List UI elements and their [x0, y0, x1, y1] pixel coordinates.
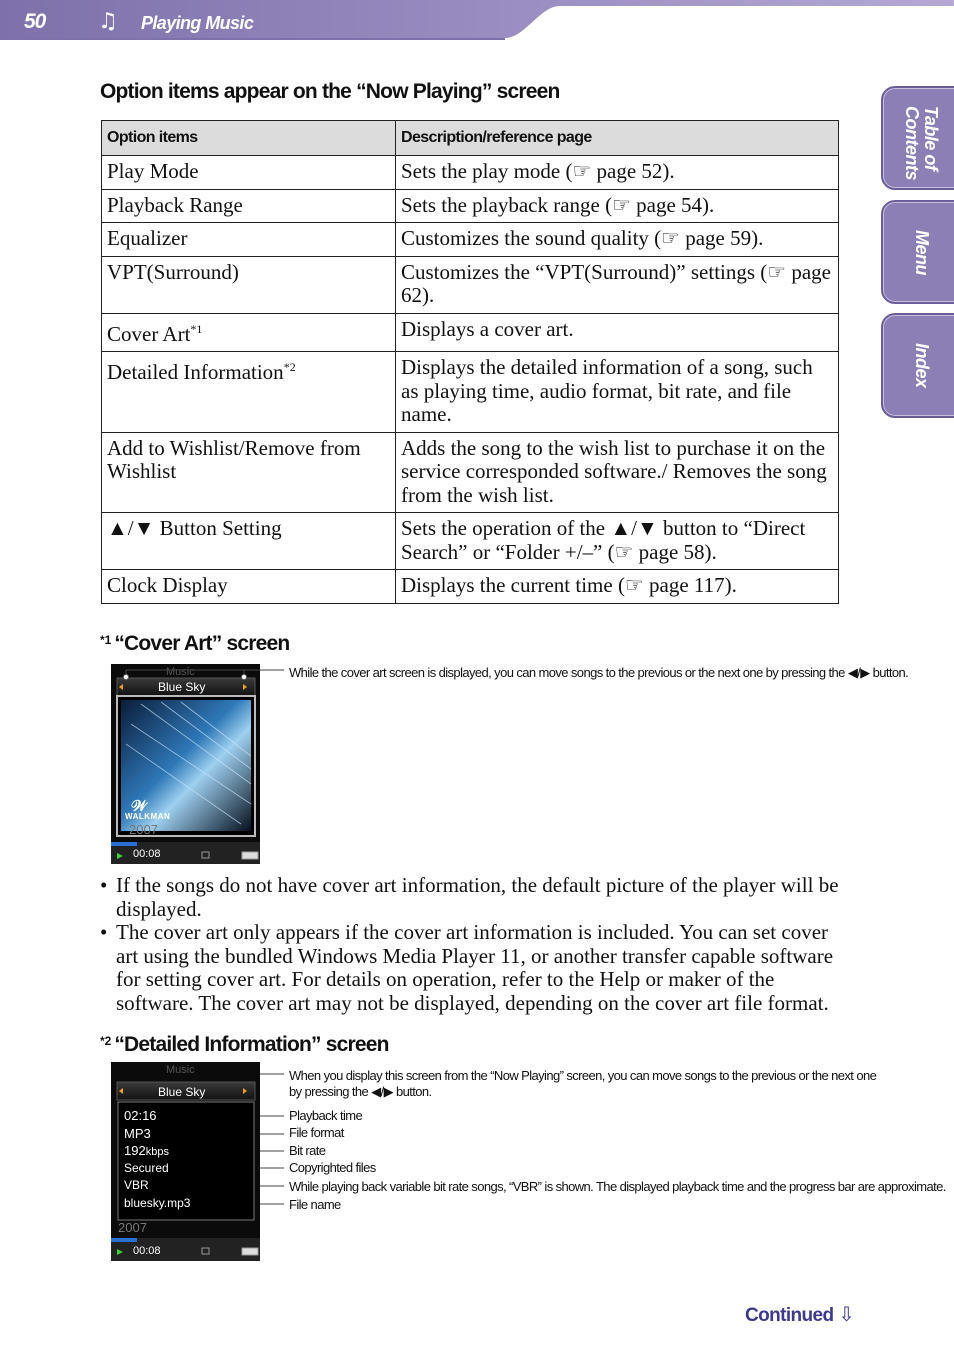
continued-link[interactable]	[745, 1302, 854, 1327]
page-number: 50	[24, 10, 46, 33]
bitrate-unit: kbps	[145, 1146, 169, 1158]
bit-rate-callout: Bit rate	[289, 1143, 326, 1158]
column-header: Option items	[102, 121, 396, 156]
continued-label: Continued	[745, 1305, 834, 1326]
option-description-cell: Displays the detailed information of a song, such as playing time, audio format, bit rate, and file name.	[396, 352, 839, 433]
screen-secured: Secured	[124, 1161, 169, 1175]
screen-filename: bluesky.mp3	[124, 1196, 191, 1210]
footnote-marker: *1	[100, 633, 112, 647]
footnote-marker: *2	[283, 360, 296, 374]
down-arrow-icon: ⇩	[838, 1302, 855, 1326]
option-item-label: ▲/▼ Button Setting	[107, 516, 282, 540]
option-description-cell: Customizes the “VPT(Surround)” settings (☞ page 62).	[396, 256, 839, 313]
section-title: Playing Music	[141, 13, 254, 33]
screen-format: MP3	[124, 1126, 151, 1141]
heading-text: “Detailed Information” screen	[114, 1033, 389, 1056]
option-item-label: Equalizer	[107, 226, 188, 250]
nav-callout-line1: When you display this screen from the “Now Playing” screen, you can move songs to the previous or the next one	[289, 1068, 877, 1083]
walkman-logo-text: WALKMAN	[125, 812, 171, 821]
column-header: Description/reference page	[396, 121, 839, 156]
tab-label: Menu	[912, 230, 932, 275]
main-heading: Option items appear on the “Now Playing” screen	[100, 80, 560, 103]
nav-callout-line2: by pressing the ◀/▶ button.	[289, 1084, 432, 1099]
screen-category: Music	[166, 666, 195, 678]
heading-text: “Cover Art” screen	[114, 632, 290, 655]
screen-elapsed-time: 00:08	[133, 1245, 161, 1257]
notes-list	[100, 874, 840, 1015]
file-name-callout: File name	[289, 1197, 341, 1212]
tab-label: Index	[912, 343, 932, 388]
option-item-label: Playback Range	[107, 192, 243, 217]
screen-bitrate	[124, 1143, 169, 1158]
footnote-marker: *1	[190, 321, 203, 336]
screen-song-title: Blue Sky	[158, 1085, 206, 1099]
option-description-cell: Sets the operation of the ▲/▼ button to “Direct Search” or “Folder +/–” (☞ page 58).	[396, 513, 839, 570]
option-item-label: Cover Art	[107, 321, 191, 346]
option-item-label: VPT(Surround)	[107, 259, 239, 284]
screen-category: Music	[166, 1064, 195, 1076]
option-description-cell: Displays a cover art.	[396, 313, 839, 352]
detailed-info-screen	[111, 1062, 260, 1261]
screen-playback-time: 02:16	[124, 1108, 157, 1123]
footnote-marker: *2	[100, 1034, 112, 1048]
screen-year: 2007	[129, 822, 158, 837]
screen-vbr: VBR	[124, 1178, 149, 1192]
tab-label: Table of Contents	[902, 106, 941, 180]
option-item-label: Play Mode	[107, 159, 199, 183]
option-item-label: Detailed Information	[107, 360, 284, 384]
option-description-cell: Customizes the sound quality (☞ page 59).	[396, 223, 839, 257]
option-description-cell: Displays the current time (☞ page 117).	[396, 570, 839, 604]
copyrighted-callout: Copyrighted files	[289, 1160, 376, 1175]
option-description-cell: Adds the song to the wish list to purchase it on the service corresponded software./ Removes the song from the wish list.	[396, 432, 839, 513]
screen-elapsed-time: 00:08	[133, 848, 161, 860]
detailed-info-heading	[100, 1033, 389, 1057]
bitrate-value: 192	[124, 1143, 146, 1158]
option-description-cell: Sets the play mode (☞ page 52).	[396, 156, 839, 190]
file-format-callout: File format	[289, 1125, 344, 1140]
music-note-icon: ♫	[98, 9, 118, 34]
vbr-callout: While playing back variable bit rate songs, “VBR” is shown. The displayed playback time and the progress bar are approximate.	[289, 1179, 946, 1194]
screen-song-title: Blue Sky	[158, 680, 206, 694]
screen-year: 2007	[118, 1220, 147, 1235]
playback-time-callout: Playback time	[289, 1108, 363, 1123]
list-item: • The cover art only appears if the cover art information is included. You can set cover art using the bundled Windows Media Player 11, or another transfer capable software for setting cover art. For details on operation, refer to the Help or maker of the software. The cover art may not be displayed, depending on the cover art file format.	[100, 921, 840, 1015]
option-description-cell: Sets the playback range (☞ page 54).	[396, 189, 839, 223]
list-item: • If the songs do not have cover art information, the default picture of the player will be displayed.	[100, 874, 840, 921]
option-item-label: Add to Wishlist/Remove from Wishlist	[107, 435, 361, 483]
option-item-label: Clock Display	[107, 573, 228, 597]
walkman-logo-icon: 𝒲	[131, 798, 147, 815]
cover-art-callout: While the cover art screen is displayed, you can move songs to the previous or the next one by pressing the ◀/▶ button.	[289, 665, 909, 680]
